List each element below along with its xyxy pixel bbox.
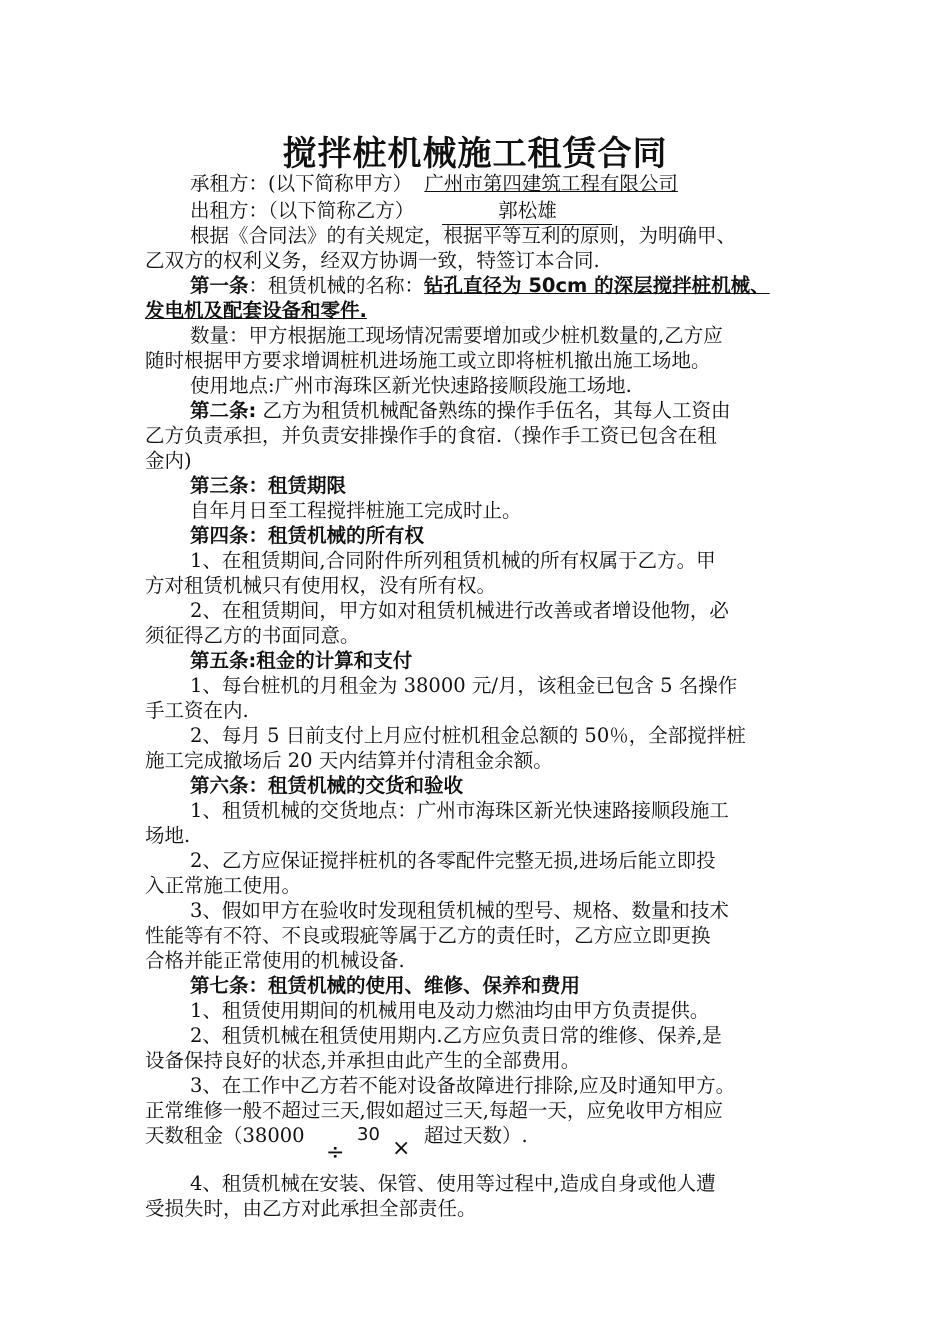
lessee-line	[190, 172, 815, 197]
article-2-heading: 第二条:	[190, 399, 257, 422]
article-2-text: 乙方为租赁机械配备熟练的操作手伍名，其每人工资由	[256, 399, 731, 422]
article-1-title	[190, 274, 815, 299]
article-1-value: 钻孔直径为 50cm 的深层搅拌桩机械、	[424, 274, 770, 297]
rent-formula-prefix: 天数租金（38000	[145, 1124, 305, 1147]
article-3-text: 自年月日至工程搅拌桩施工完成时止。	[190, 499, 522, 522]
lessor-label: 出租方：（以下简称乙方）	[190, 199, 415, 222]
article-7-text: 2、租赁机械在租赁使用期内.乙方应负责日常的维修、保养,是	[190, 1024, 722, 1047]
divide-sign: ÷	[326, 1140, 345, 1165]
intro-line: 根据《合同法》的有关规定，根据平等互利的原则，为明确甲、	[190, 224, 737, 247]
article-1-label: ：租赁机械的名称：	[248, 274, 425, 297]
article-6-text: 性能等有不符、不良或瑕疵等属于乙方的责任时，乙方应立即更换	[145, 924, 711, 947]
article-6-text: 入正常施工使用。	[145, 874, 302, 897]
article-6-text: 3、假如甲方在验收时发现租赁机械的型号、规格、数量和技术	[190, 899, 729, 922]
article-7-item-4: 4、租赁机械在安装、保管、使用等过程中,造成自身或他人遭	[190, 1172, 716, 1195]
article-7-text: 1、租赁使用期间的机械用电及动力燃油均由甲方负责提供。	[190, 999, 710, 1022]
multiply-sign: ×	[392, 1136, 411, 1161]
lessee-name: 广州市第四建筑工程有限公司	[424, 172, 678, 195]
article-1-place: 使用地点:广州市海珠区新光快速路接顺段施工场地.	[190, 374, 632, 397]
lessor-line	[190, 199, 815, 225]
article-1-qty: 随时根据甲方要求增调桩机进场施工或立即将桩机撤出施工场地。	[145, 349, 711, 372]
article-5-text: 2、每月 5 日前支付上月应付桩机租金总额的 50％，全部搅拌桩	[190, 724, 746, 747]
article-5-text: 1、每台桩机的月租金为 38000 元/月，该租金已包含 5 名操作	[190, 674, 738, 697]
page-title: 搅拌桩机械施工租赁合同	[282, 134, 668, 174]
article-2-line	[190, 399, 815, 424]
lessor-name: 郭松雄	[442, 199, 612, 225]
article-5-text: 手工资在内.	[145, 699, 249, 722]
lessee-label: 承租方：(以下简称甲方）	[190, 172, 413, 195]
article-4-text: 1、在租赁期间,合同附件所列租赁机械的所有权属于乙方。甲	[190, 549, 716, 572]
article-6-text: 2、乙方应保证搅拌桩机的各零配件完整无损,进场后能立即投	[190, 849, 716, 872]
article-7-item-4: 受损失时，由乙方对此承担全部责任。	[145, 1197, 477, 1220]
article-2-text: 金内)	[145, 449, 192, 472]
rent-formula-suffix: 超过天数）.	[424, 1124, 528, 1147]
article-1-heading: 第一条	[190, 274, 249, 297]
article-4-text: 2、在租赁期间，甲方如对租赁机械进行改善或者增设他物，必	[190, 599, 729, 622]
formula-divisor: 30	[357, 1124, 380, 1145]
article-4-heading: 第四条：租赁机械的所有权	[190, 524, 425, 547]
article-4-text: 须征得乙方的书面同意。	[145, 624, 360, 647]
article-6-text: 1、租赁机械的交货地点：广州市海珠区新光快速路接顺段施工	[190, 799, 729, 822]
article-7-text: 3、在工作中乙方若不能对设备故障进行排除,应及时通知甲方。	[190, 1074, 736, 1097]
article-6-text: 合格并能正常使用的机械设备.	[145, 949, 405, 972]
article-6-text: 场地.	[145, 824, 191, 847]
article-5-text: 施工完成撤场后 20 天内结算并付清租金余额。	[145, 749, 553, 772]
article-4-text: 方对租赁机械只有使用权，没有所有权。	[145, 574, 497, 597]
article-1-value: 发电机及配套设备和零件.	[145, 299, 367, 322]
article-7-text: 设备保持良好的状态,并承担由此产生的全部费用。	[145, 1049, 581, 1072]
article-6-heading: 第六条：租赁机械的交货和验收	[190, 774, 464, 797]
article-2-text: 乙方负责承担，并负责安排操作手的食宿.（操作手工资已包含在租	[145, 424, 717, 447]
article-1-qty: 数量：甲方根据施工现场情况需要增加或少桩机数量的,乙方应	[190, 324, 723, 347]
article-7-heading: 第七条：租赁机械的使用、维修、保养和费用	[190, 974, 581, 997]
article-1-value-cont	[145, 299, 815, 324]
article-5-heading: 第五条:租金的计算和支付	[190, 649, 413, 672]
article-7-text: 正常维修一般不超过三天,假如超过三天,每超一天，应免收甲方相应	[145, 1099, 723, 1122]
article-3-heading: 第三条：租赁期限	[190, 474, 347, 497]
intro-line: 乙双方的权利义务，经双方协调一致，特签订本合同.	[145, 249, 600, 272]
